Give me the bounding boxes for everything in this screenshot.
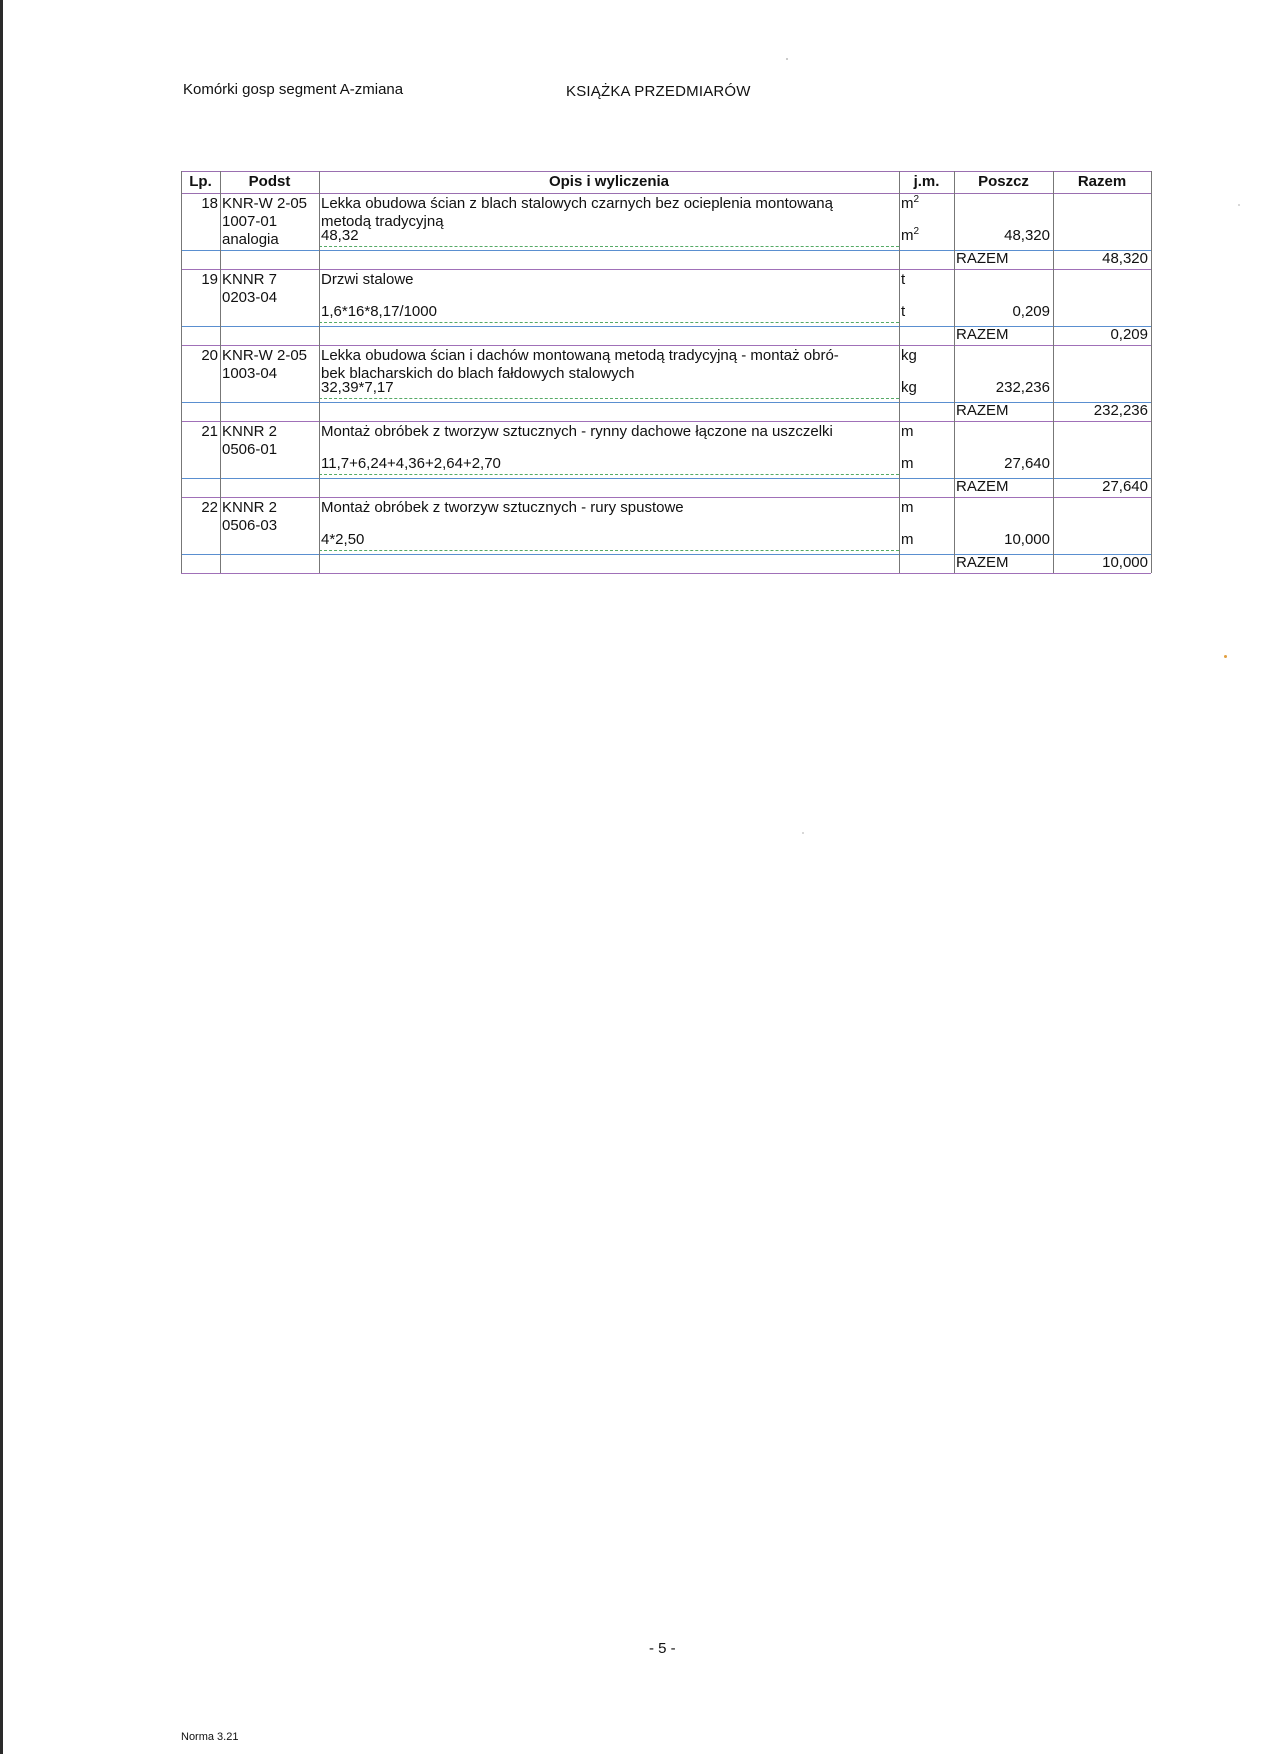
item-basis (222, 441, 277, 459)
column-divider (220, 171, 221, 573)
item-description (321, 271, 414, 289)
item-number (181, 499, 218, 517)
scan-speck (1224, 655, 1227, 658)
scan-edge (0, 0, 10, 1754)
item-unit-text: m (901, 499, 914, 516)
item-partial-quantity (954, 379, 1050, 397)
item-description (321, 195, 833, 213)
item-basis-text: analogia (222, 231, 279, 248)
item-unit-text: m (901, 423, 914, 440)
sum-label-text: RAZEM (956, 554, 1009, 571)
column-divider (954, 171, 955, 573)
item-total-text: 0,209 (1110, 326, 1148, 343)
item-number (181, 423, 218, 441)
item-number (181, 195, 218, 213)
item-description-text: bek blacharskich do blach fałdowych stalowych (321, 365, 635, 382)
column-header-jm (899, 173, 954, 191)
item-description-text: Montaż obróbek z tworzyw sztucznych - rynny dachowe łączone na uszczelki (321, 423, 833, 440)
item-number-text: 21 (201, 423, 218, 440)
sum-label-text: RAZEM (956, 402, 1009, 419)
item-unit-text: kg (901, 347, 917, 364)
item-total (1053, 250, 1148, 268)
sum-label (956, 250, 1009, 268)
item-partial-quantity-text: 48,320 (1004, 227, 1050, 244)
item-partial-quantity (954, 455, 1050, 473)
item-total (1053, 326, 1148, 344)
item-basis (222, 517, 277, 535)
item-unit (901, 271, 905, 289)
item-number (181, 271, 218, 289)
item-calculation-text: 4*2,50 (321, 531, 365, 548)
item-number-text: 19 (201, 271, 218, 288)
item-calculation (321, 379, 394, 397)
item-partial-quantity-text: 0,209 (1012, 303, 1050, 320)
item-calculation (321, 455, 501, 473)
item-description (321, 347, 839, 365)
row-bottom-border (181, 269, 1151, 270)
item-description (321, 423, 833, 441)
sum-label-text: RAZEM (956, 478, 1009, 495)
column-header-opis-text: Opis i wyliczenia (548, 173, 670, 190)
footer-software: Norma 3.21 (181, 1731, 239, 1743)
column-divider (181, 171, 182, 573)
calculation-unit-text: m (901, 227, 914, 244)
sum-label (956, 478, 1009, 496)
column-divider (319, 171, 320, 573)
item-number-text: 20 (201, 347, 218, 364)
item-unit-superscript: 2 (913, 194, 920, 205)
item-calculation (321, 531, 364, 549)
calc-underline (319, 398, 899, 399)
item-calculation-text: 11,7+6,24+4,36+2,64+2,70 (321, 455, 501, 472)
column-header-razem (1053, 173, 1151, 191)
item-unit (901, 423, 914, 441)
calculation-unit-superscript: 2 (913, 226, 920, 237)
item-partial-quantity-text: 27,640 (1004, 455, 1050, 472)
bill-of-quantities-table (181, 171, 1151, 592)
calculation-unit (901, 303, 905, 321)
item-description-text: Montaż obróbek z tworzyw sztucznych - rury spustowe (321, 499, 684, 516)
item-basis (222, 213, 277, 231)
item-total (1053, 478, 1148, 496)
item-description (321, 499, 684, 517)
row-bottom-border (181, 345, 1151, 346)
item-basis-text: 1003-04 (222, 365, 278, 382)
item-total-text: 27,640 (1102, 478, 1148, 495)
item-total (1053, 402, 1148, 420)
calculation-unit-text: t (901, 303, 906, 320)
calc-underline (319, 322, 899, 323)
page-number: - 5 - (649, 1640, 676, 1657)
document-header-left: Komórki gosp segment A-zmiana (183, 81, 404, 98)
column-header-jm-text: j.m. (913, 173, 940, 190)
calculation-unit-text: kg (901, 379, 917, 396)
sum-label-text: RAZEM (956, 250, 1009, 267)
row-bottom-border (181, 497, 1151, 498)
item-basis (222, 365, 277, 383)
item-calculation (321, 303, 437, 321)
column-header-podst (220, 173, 319, 191)
item-partial-quantity-text: 10,000 (1004, 531, 1050, 548)
item-total-text: 10,000 (1102, 554, 1148, 571)
calculation-unit (901, 531, 914, 549)
column-header-poszcz (954, 173, 1053, 191)
column-header-razem-text: Razem (1077, 173, 1127, 190)
item-partial-quantity (954, 531, 1050, 549)
sum-label (956, 326, 1009, 344)
scan-speck (802, 832, 804, 834)
item-description-text: Lekka obudowa ścian z blach stalowych czarnych bez ocieplenia montowaną (321, 195, 833, 212)
item-basis (222, 347, 307, 365)
header-top-border (181, 171, 1151, 172)
calc-underline (319, 474, 899, 475)
item-basis (222, 423, 277, 441)
item-basis-text: 0203-04 (222, 289, 278, 306)
item-description-text: Lekka obudowa ścian i dachów montowaną metodą tradycyjną - montaż obró- (321, 347, 839, 364)
item-basis (222, 499, 277, 517)
column-header-poszcz-text: Poszcz (978, 173, 1029, 190)
calc-underline (319, 246, 899, 247)
item-basis-text: KNR-W 2-05 (222, 195, 308, 212)
calculation-unit (901, 455, 914, 473)
column-header-lp (181, 173, 220, 191)
scan-speck (1238, 204, 1240, 206)
item-number (181, 347, 218, 365)
column-divider (1151, 171, 1152, 573)
calc-underline (319, 550, 899, 551)
row-bottom-border (181, 421, 1151, 422)
item-calculation-text: 32,39*7,17 (321, 379, 394, 396)
sum-label-text: RAZEM (956, 326, 1009, 343)
item-description-text: Drzwi stalowe (321, 271, 414, 288)
item-basis (222, 231, 279, 249)
item-total-text: 48,320 (1102, 250, 1148, 267)
item-number-text: 18 (201, 195, 218, 212)
header-bottom-border (181, 193, 1151, 194)
item-calculation-text: 1,6*16*8,17/1000 (321, 303, 437, 320)
item-number-text: 22 (201, 499, 218, 516)
document-title: KSIĄŻKA PRZEDMIARÓW (566, 83, 751, 100)
item-basis-text: KNR-W 2-05 (222, 347, 308, 364)
calculation-unit-text: m (901, 531, 914, 548)
item-basis (222, 195, 307, 213)
item-partial-quantity (954, 227, 1050, 245)
sum-label (956, 402, 1009, 420)
column-header-opis (319, 173, 899, 191)
column-header-lp-text: Lp. (189, 173, 212, 190)
item-basis-text: KNNR 2 (222, 423, 278, 440)
scan-speck (786, 58, 788, 60)
item-basis-text: KNNR 2 (222, 499, 278, 516)
calculation-unit-text: m (901, 455, 914, 472)
item-basis-text: 1007-01 (222, 213, 278, 230)
item-basis (222, 271, 277, 289)
item-unit (901, 347, 917, 365)
item-basis-text: 0506-03 (222, 517, 278, 534)
item-unit (901, 499, 914, 517)
item-calculation-text: 48,32 (321, 227, 359, 244)
item-description-text: metodą tradycyjną (321, 213, 444, 230)
sum-label (956, 554, 1009, 572)
row-bottom-border (181, 573, 1151, 574)
item-partial-quantity-text: 232,236 (995, 379, 1050, 396)
column-divider (1053, 171, 1054, 573)
item-total-text: 232,236 (1093, 402, 1148, 419)
item-unit-text: m (901, 195, 914, 212)
item-calculation (321, 227, 359, 245)
calculation-unit (901, 227, 919, 245)
item-basis-text: KNNR 7 (222, 271, 278, 288)
item-total (1053, 554, 1148, 572)
item-unit (901, 195, 919, 213)
item-partial-quantity (954, 303, 1050, 321)
item-unit-text: t (901, 271, 906, 288)
column-header-podst-text: Podst (248, 173, 291, 190)
column-divider (899, 171, 900, 573)
item-basis (222, 289, 277, 307)
calculation-unit (901, 379, 917, 397)
item-basis-text: 0506-01 (222, 441, 278, 458)
